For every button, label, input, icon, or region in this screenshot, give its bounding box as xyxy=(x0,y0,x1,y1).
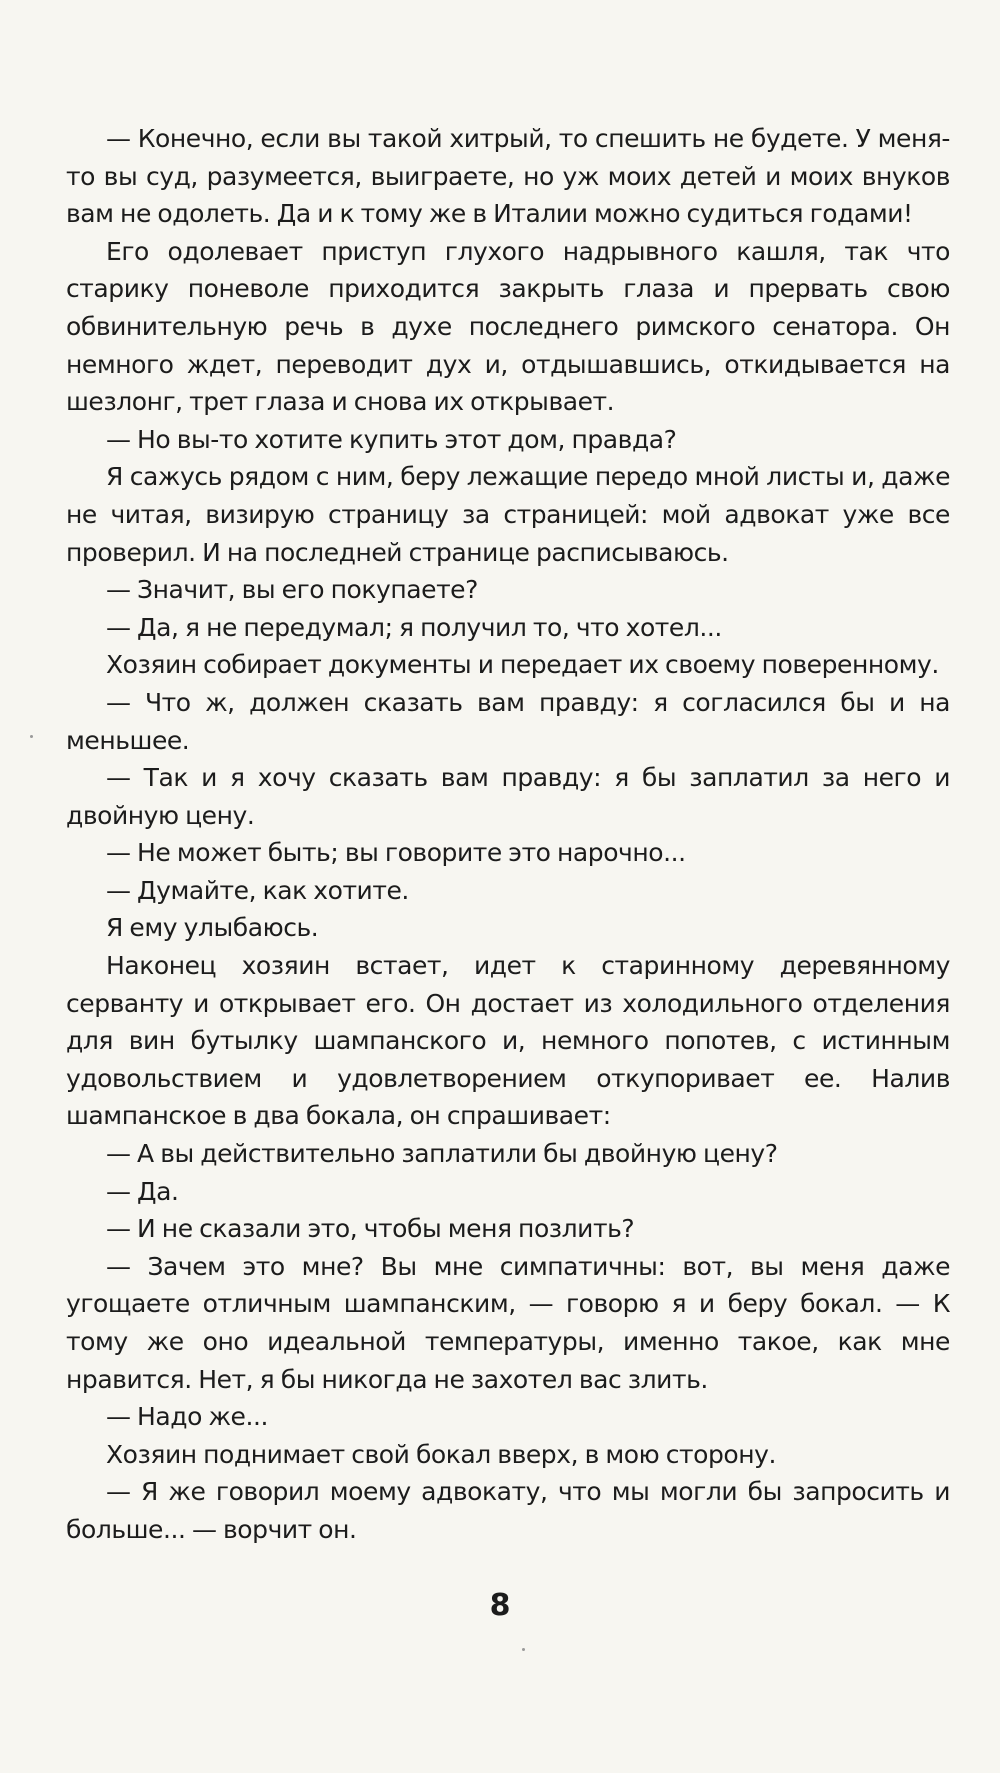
paragraph: Я сажусь рядом с ним, беру лежащие передо мной листы и, даже не читая, визирую страницу за страницей: мой адвокат уже все проверил. И на последней странице расписываюсь. xyxy=(66,462,950,567)
paragraph: — Значит, вы его покупаете? xyxy=(106,575,478,605)
body-text xyxy=(66,120,950,1549)
paragraph: — Думайте, как хотите. xyxy=(106,875,409,905)
paragraph: Его одолевает приступ глухого надрывного кашля, так что старику поневоле приходится закрыть глаза и прервать свою обвинительную речь в духе последнего римского сенатора. Он немного ждет, переводит дух и, отдышавшись, откидывается на шезлонг, трет глаза и снова их открывает. xyxy=(66,236,950,417)
paragraph: — Надо же... xyxy=(106,1402,268,1432)
paragraph: — Конечно, если вы такой хитрый, то спешить не будете. У меня-то вы суд, разумеется, выиграете, но уж моих детей и моих внуков вам не одолеть. Да и к тому же в Италии можно судиться годами! xyxy=(66,124,950,229)
paragraph: — И не сказали это, чтобы меня позлить? xyxy=(106,1214,635,1244)
paragraph: — Что ж, должен сказать вам правду: я согласился бы и на меньшее. xyxy=(66,687,950,755)
paragraph: — Не может быть; вы говорите это нарочно... xyxy=(106,838,686,868)
paragraph: Хозяин собирает документы и передает их своему поверенному. xyxy=(106,650,939,680)
paragraph: — Но вы-то хотите купить этот дом, правда? xyxy=(106,424,677,454)
page-number: 8 xyxy=(489,1588,511,1623)
paragraph: Я ему улыбаюсь. xyxy=(106,913,319,943)
paragraph: — А вы действительно заплатили бы двойную цену? xyxy=(106,1139,778,1169)
paragraph: — Зачем это мне? Вы мне симпатичны: вот, вы меня даже угощаете отличным шампанским, — говорю я и беру бокал. — К тому же оно идеальной температуры, именно такое, как мне нравится. Нет, я бы никогда не захотел вас злить. xyxy=(66,1251,950,1394)
paragraph: — Так и я хочу сказать вам правду: я бы заплатил за него и двойную цену. xyxy=(66,763,950,830)
paragraph: Хозяин поднимает свой бокал вверх, в мою сторону. xyxy=(106,1439,776,1469)
scan-speck xyxy=(30,735,33,738)
paragraph: — Я же говорил моему адвокату, что мы могли бы запросить и больше... — ворчит он. xyxy=(66,1477,950,1544)
paragraph: — Да, я не передумал; я получил то, что хотел... xyxy=(106,612,722,642)
scan-speck xyxy=(522,1648,525,1651)
paragraph: — Да. xyxy=(106,1176,179,1206)
paragraph: Наконец хозяин встает, идет к старинному деревянному серванту и открывает его. Он достает из холодильного отделения для вин бутылку шампанского и, немного попотев, с истинным удовольствием и удовлетворением откупоривает ее. Налив шампанское в два бокала, он спрашивает: xyxy=(66,951,950,1131)
